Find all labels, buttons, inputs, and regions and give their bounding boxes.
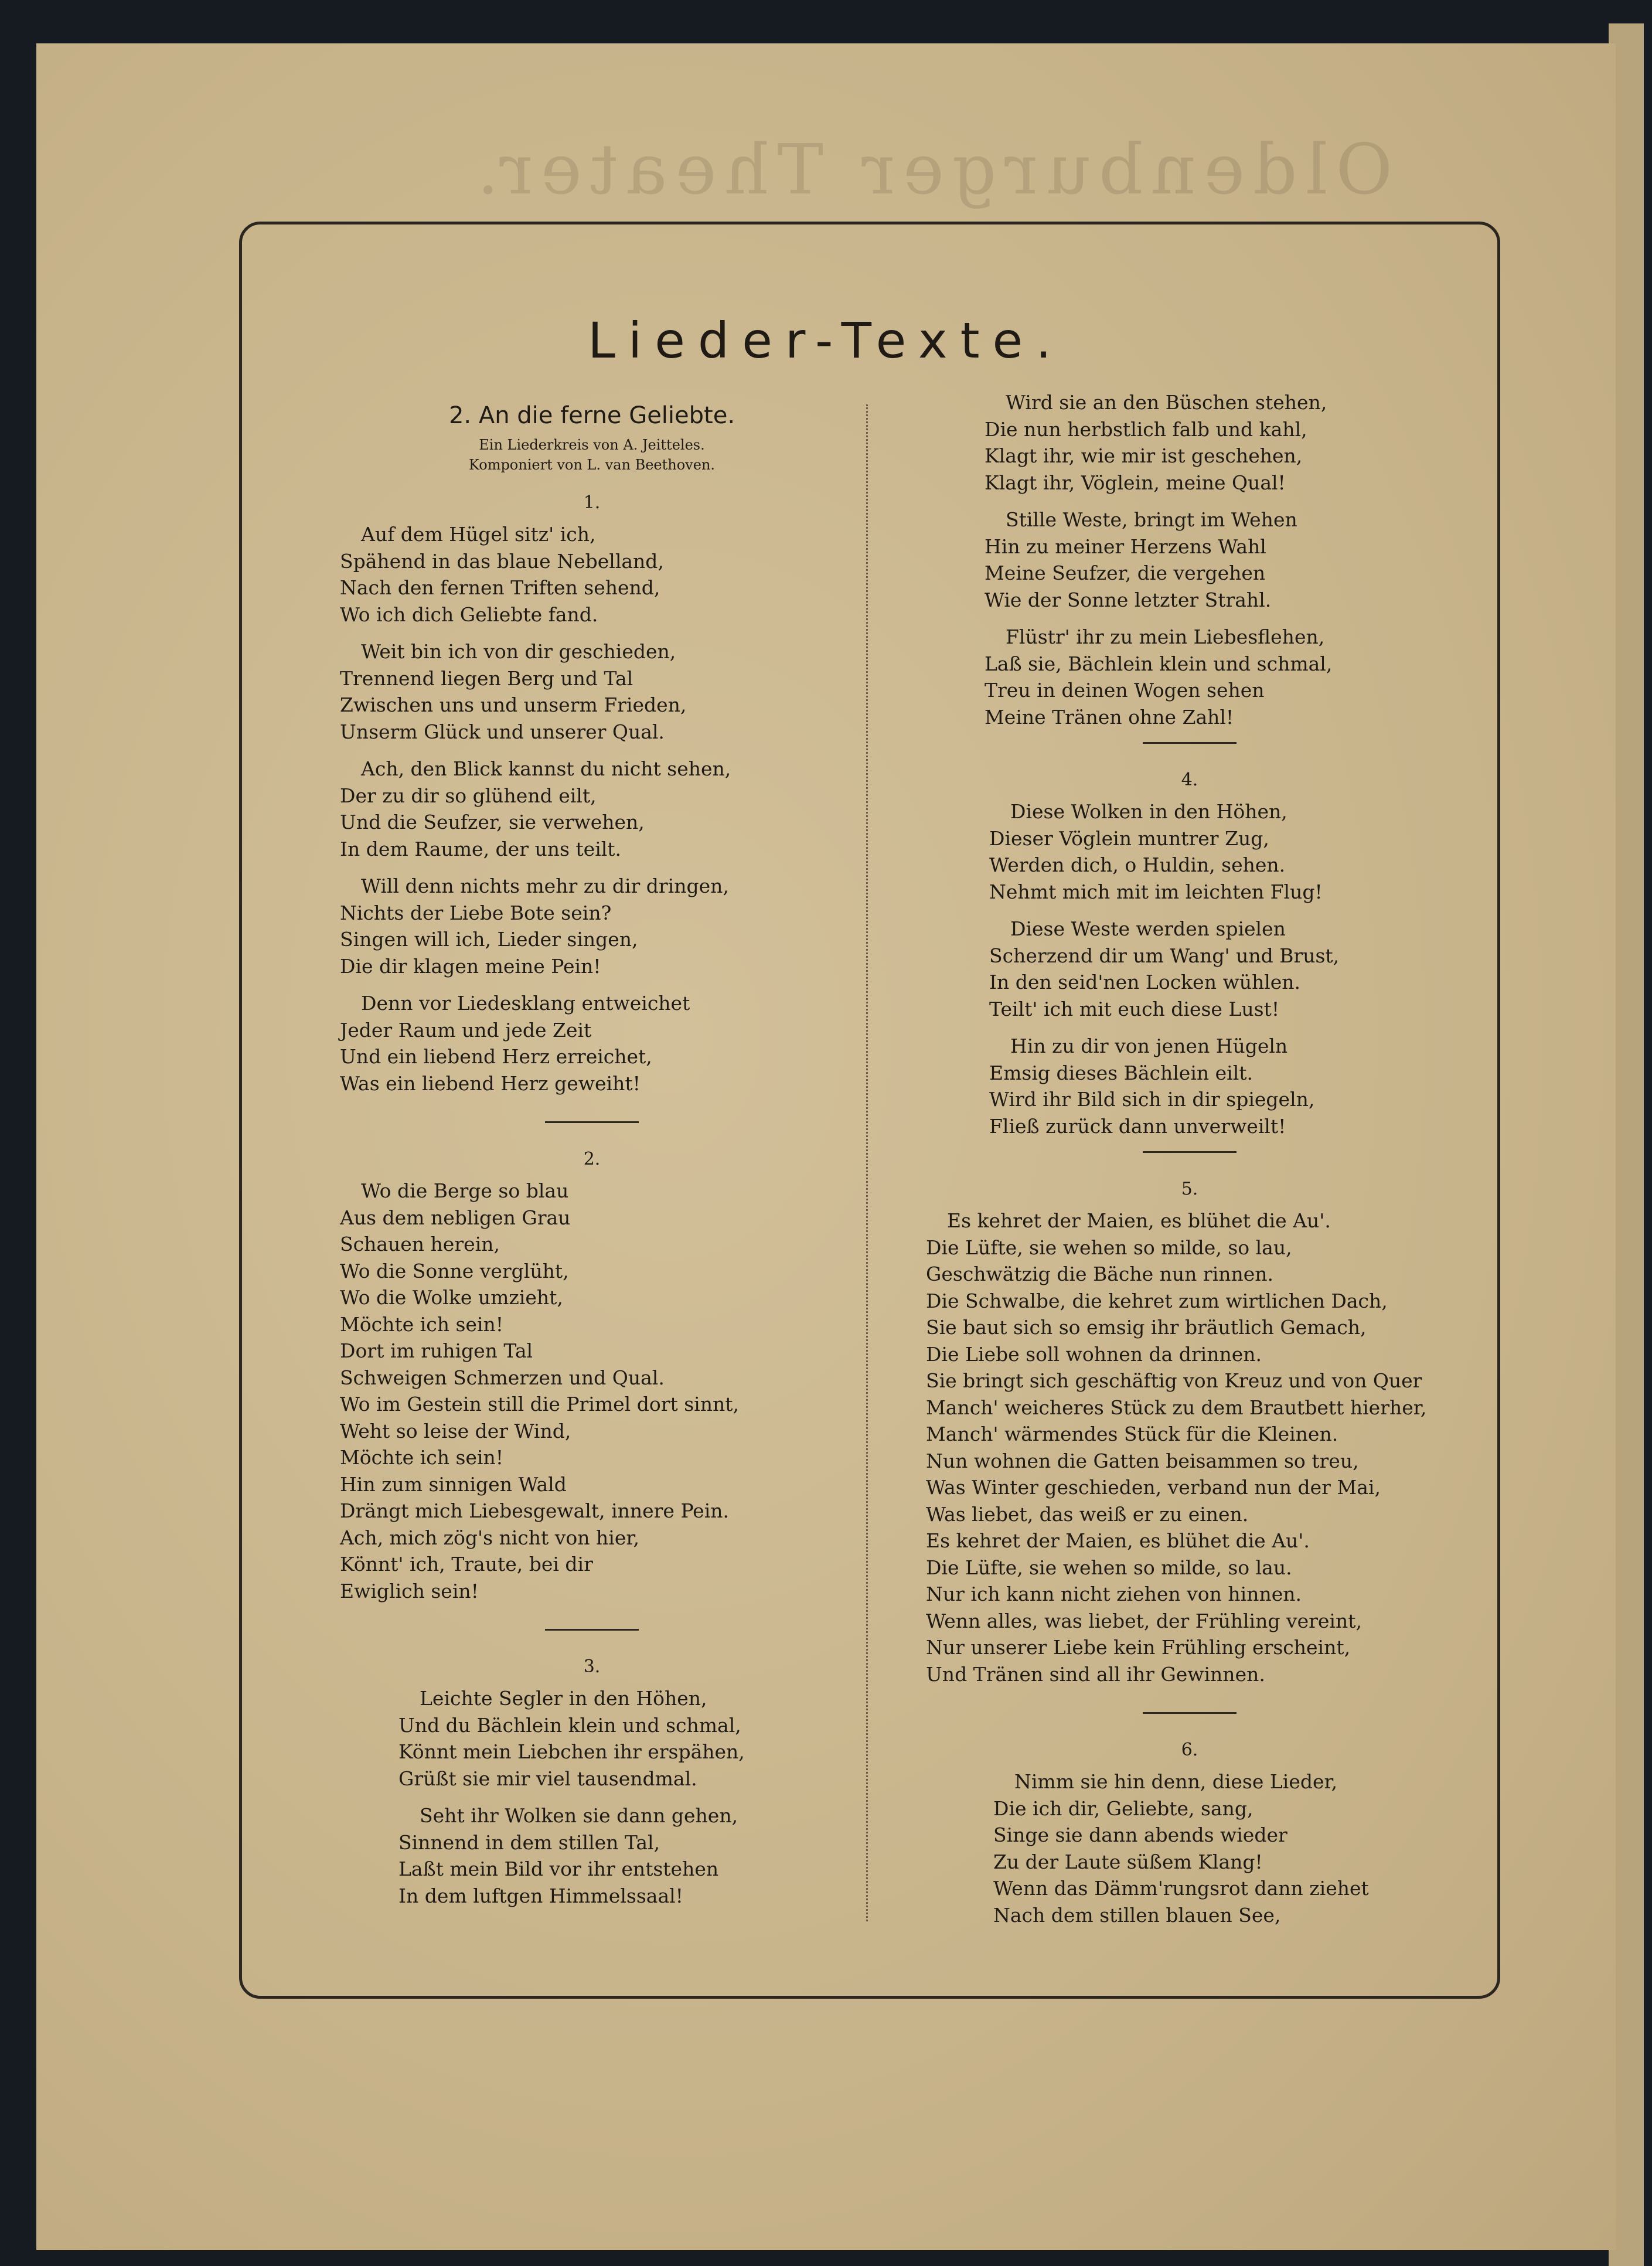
verse-line: Es kehret der Maien, es blühet die Au'. [926,1529,1310,1552]
verse-line: Wo ich dich Geliebte fand. [340,603,598,626]
column-divider [866,404,874,1921]
stanza [340,873,844,979]
stanza [340,521,844,628]
verse-line: Möchte ich sein! [340,1312,503,1336]
section-rule [1143,742,1237,744]
verse-line: Manch' weicheres Stück zu dem Brautbett hierher, [926,1396,1427,1419]
verse-line: Meine Seufzer, die vergehen [985,562,1266,584]
verse-line: Schauen herein, [340,1233,500,1256]
stanza [340,990,844,1097]
verse-line: Weit bin ich von dir geschieden, [361,640,676,663]
verse-line: Zu der Laute süßem Klang! [993,1850,1263,1873]
verse-line: Die Schwalbe, die kehret zum wirtlichen Dach, [926,1289,1388,1312]
verse-line: Diese Wolken in den Höhen, [1010,800,1287,823]
verse-line: Wenn alles, was liebet, der Frühling vereint, [926,1609,1362,1632]
stanza [989,916,1453,1022]
verse-line: Sinnend in dem stillen Tal, [398,1831,660,1854]
verse-line: Teilt' ich mit euch diese Lust! [989,997,1280,1020]
verse-line: Drängt mich Liebesgewalt, innere Pein. [340,1499,729,1522]
verse-line: Laß sie, Bächlein klein und schmal, [985,652,1333,675]
section-number: 4. [1181,770,1198,790]
verse-line: Was Winter geschieden, verband nun der Mai, [926,1476,1381,1499]
stanza [340,638,844,745]
verse-line: Was liebet, das weiß er zu einen. [926,1502,1249,1526]
verse-line: Könnt mein Liebchen ihr erspähen, [398,1740,745,1763]
verse-line: Wie der Sonne letzter Strahl. [985,588,1272,611]
verse-line: Der zu dir so glühend eilt, [340,784,597,807]
verse-line: Zwischen uns und unserm Frieden, [340,693,687,716]
verse-line: Wo die Sonne verglüht, [340,1259,569,1282]
verse-line: Scherzend dir um Wang' und Brust, [989,944,1340,967]
section-number: 5. [1181,1179,1198,1199]
section-number: 2. [583,1149,601,1169]
verse-line: Möchte ich sein! [340,1446,503,1469]
verse-line: Aus dem nebligen Grau [340,1206,571,1229]
verse-line: In den seid'nen Locken wühlen. [989,971,1301,993]
left-column [340,399,844,1920]
verse-line: Und Tränen sind all ihr Gewinnen. [926,1662,1265,1686]
verse-line: Nur ich kann nicht ziehen von hinnen. [926,1583,1302,1605]
stanza [989,798,1453,905]
section-rule [1143,1712,1237,1714]
verse-line: Jeder Raum und jede Zeit [340,1018,592,1042]
stanza [398,1685,844,1792]
section-5 [926,1207,1453,1687]
verse-line: Nehmt mich mit im leichten Flug! [989,880,1323,903]
verse-line: Und du Bächlein klein und schmal, [398,1713,741,1737]
section-number: 3. [583,1656,601,1677]
verse-line: Die Lüfte, sie wehen so milde, so lau. [926,1556,1292,1579]
verse-line: Leichte Segler in den Höhen, [420,1687,707,1710]
stanza [985,389,1453,496]
verse-line: Emsig dieses Bächlein eilt. [989,1061,1254,1084]
verse-line: Sie baut sich so emsig ihr bräutlich Gemach, [926,1316,1367,1339]
verse-line: Manch' wärmendes Stück für die Kleinen. [926,1423,1338,1445]
verse-line: Singe sie dann abends wieder [993,1823,1287,1846]
verse-line: Spähend in das blaue Nebelland, [340,549,664,573]
verse-line: Was ein liebend Herz geweiht! [340,1071,641,1095]
verse-line: Wenn das Dämm'rungsrot dann ziehet [993,1877,1369,1900]
verse-line: Und die Seufzer, sie verwehen, [340,811,645,833]
verse-line: Und ein liebend Herz erreichet, [340,1045,652,1068]
section-rule [1143,1151,1237,1153]
verse-line: In dem luftgen Himmelssaal! [398,1884,683,1907]
stanza [985,506,1453,613]
verse-line: Will denn nichts mehr zu dir dringen, [361,875,729,897]
page-title: Lieder-Texte. [588,312,1064,369]
verse-line: Dieser Vöglein muntrer Zug, [989,826,1269,850]
verse-line: Die Lüfte, sie wehen so milde, so lau, [926,1236,1292,1259]
verse-line: Wird sie an den Büschen stehen, [1006,391,1327,414]
song-credit-lyricist: Ein Liederkreis von A. Jeitteles. [479,437,705,453]
verse-line: Nach dem stillen blauen See, [993,1903,1281,1927]
song-credit-composer: Komponiert von L. van Beethoven. [468,457,716,473]
verse-line: Seht ihr Wolken sie dann gehen, [420,1804,738,1827]
verse-line: Nach den fernen Triften sehend, [340,576,660,599]
section-4 [926,798,1453,1139]
verse-line: Treu in deinen Wogen sehen [985,679,1265,702]
section-rule [545,1121,639,1123]
stanza [340,756,844,862]
verse-line: Könnt' ich, Traute, bei dir [340,1553,593,1576]
section-1 [340,521,844,1097]
verse-line: Ewiglich sein! [340,1579,479,1602]
section-3 [340,1685,844,1909]
verse-line: Wo im Gestein still die Primel dort sinnt, [340,1393,739,1416]
verse-line: Geschwätzig die Bäche nun rinnen. [926,1263,1274,1285]
verse-line: Wird ihr Bild sich in dir spiegeln, [989,1088,1315,1111]
verse-line: Trennend liegen Berg und Tal [340,666,633,690]
stanza [985,624,1453,730]
verse-line: Singen will ich, Lieder singen, [340,928,638,951]
section-3-continued [926,389,1453,730]
verse-line: Weht so leise der Wind, [340,1419,571,1442]
verse-line: Laßt mein Bild vor ihr entstehen [398,1857,719,1880]
verse-line: Fließ zurück dann unverweilt! [989,1114,1286,1138]
verse-line: In dem Raume, der uns teilt. [340,837,622,860]
verse-line: Wo die Berge so blau [361,1179,569,1202]
show-through-header: Oldenburger Theater. [469,129,1393,210]
verse-line: Sie bringt sich geschäftig von Kreuz und von Quer [926,1369,1422,1392]
verse-line: Hin zum sinnigen Wald [340,1472,567,1496]
verse-line: Ach, den Blick kannst du nicht sehen, [361,757,731,780]
section-number: 1. [583,492,601,513]
section-6 [926,1768,1453,1928]
verse-line: Diese Weste werden spielen [1010,917,1286,940]
verse-line: Stille Weste, bringt im Wehen [1006,508,1297,531]
verse-line: Nimm sie hin denn, diese Lieder, [1014,1770,1338,1793]
verse-line: Die nun herbstlich falb und kahl, [985,417,1307,441]
verse-line: Grüßt sie mir viel tausendmal. [398,1767,697,1790]
stanza [398,1802,844,1909]
song-title: 2. An die ferne Geliebte. [448,402,735,429]
verse-line: Die ich dir, Geliebte, sang, [993,1797,1254,1820]
verse-line: Werden dich, o Huldin, sehen. [989,853,1286,876]
verse-line: Nun wohnen die Gatten beisammen so treu, [926,1449,1359,1472]
verse-line: Hin zu dir von jenen Hügeln [1010,1035,1288,1057]
verse-line: Hin zu meiner Herzens Wahl [985,535,1266,558]
verse-line: Schweigen Schmerzen und Qual. [340,1366,665,1389]
verse-line: Nichts der Liebe Bote sein? [340,901,612,924]
verse-line: Die dir klagen meine Pein! [340,954,601,978]
verse-line: Klagt ihr, wie mir ist geschehen, [985,444,1303,467]
verse-line: Unserm Glück und unserer Qual. [340,720,665,743]
verse-line: Denn vor Liedesklang entweichet [361,992,690,1015]
right-column [926,389,1453,1939]
verse-line: Nur unserer Liebe kein Frühling erscheint, [926,1636,1351,1659]
verse-line: Auf dem Hügel sitz' ich, [361,523,596,546]
verse-line: Wo die Wolke umzieht, [340,1286,563,1309]
verse-line: Klagt ihr, Vöglein, meine Qual! [985,471,1286,494]
verse-line: Flüstr' ihr zu mein Liebesflehen, [1006,625,1325,648]
stanza [989,1033,1453,1139]
verse-line: Die Liebe soll wohnen da drinnen. [926,1342,1262,1366]
section-number: 6. [1181,1740,1198,1760]
verse-line: Es kehret der Maien, es blühet die Au'. [947,1209,1331,1232]
verse-line: Dort im ruhigen Tal [340,1339,533,1362]
verse-line: Meine Tränen ohne Zahl! [985,705,1234,729]
verse-line: Ach, mich zög's nicht von hier, [340,1526,640,1549]
section-2 [340,1178,844,1604]
section-rule [545,1629,639,1631]
